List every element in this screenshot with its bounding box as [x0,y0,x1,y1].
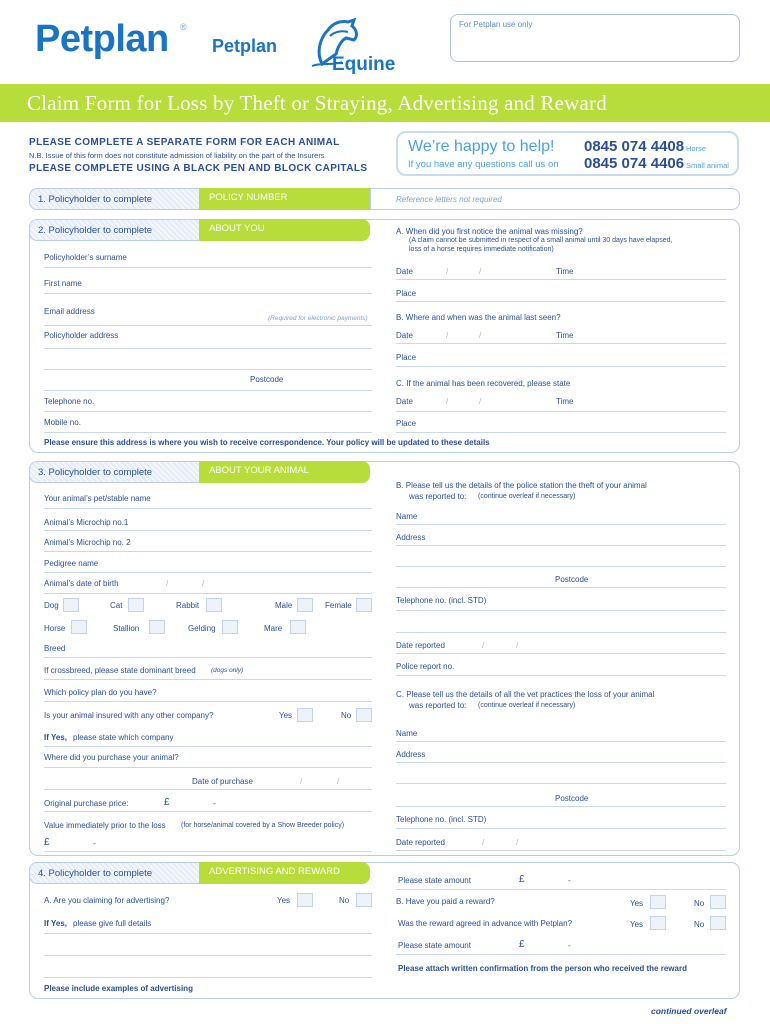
registered-mark: ® [180,22,187,32]
office-use-box: For Petplan use only [450,14,740,62]
horse-checkbox[interactable] [71,620,87,634]
dog-checkbox[interactable] [63,598,79,612]
recovered-date-time-field[interactable] [396,411,726,412]
continued-overleaf: continued overleaf [651,1006,727,1016]
vet-postcode-field[interactable] [396,806,726,807]
value-prior-field[interactable] [44,851,372,852]
microchip1-field[interactable] [44,530,372,531]
police-date-reported-field[interactable] [396,653,726,654]
police-name-field[interactable] [396,524,726,525]
horse-phone[interactable]: 0845 074 4408 [584,138,685,155]
petplan-equine-logo: Petplan Equine [212,14,402,74]
section1-policy-number: POLICY NUMBER [199,188,370,210]
last-seen-date-time-field[interactable] [396,343,726,344]
form-title: Claim Form for Loss by Theft or Straying, Advertising and Reward [0,84,770,122]
mare-checkbox[interactable] [290,620,306,634]
dob-field[interactable] [44,593,372,594]
last-seen-place-field[interactable] [396,366,726,367]
address-field-2[interactable] [44,369,372,370]
reward-no-checkbox[interactable] [710,895,726,909]
advertising-no-checkbox[interactable] [356,893,372,907]
vet-address-field-1[interactable] [396,762,726,763]
advertising-yes-checkbox[interactable] [297,893,313,907]
police-address-field-2[interactable] [396,566,726,567]
advertising-amount-field[interactable] [396,889,726,890]
purchase-date-field[interactable] [44,789,372,790]
address-notice: Please ensure this address is where you wish to receive correspondence. Your policy will be updated to these details [44,438,490,447]
advertising-details-field-1[interactable] [44,933,372,934]
address-field-1[interactable] [44,348,372,349]
microchip2-field[interactable] [44,551,372,552]
missing-place-field[interactable] [396,301,726,302]
vet-address-field-2[interactable] [396,783,726,784]
policy-plan-field[interactable] [44,701,372,702]
other-insurer-yes-checkbox[interactable] [297,708,313,722]
female-checkbox[interactable] [356,598,372,612]
horse-head-icon [302,16,362,71]
postcode-field[interactable] [44,390,372,391]
rabbit-checkbox[interactable] [206,598,222,612]
surname-field[interactable] [44,267,372,268]
telephone-field[interactable] [44,411,372,412]
breed-field[interactable] [44,657,372,658]
section1-label: 1. Policyholder to complete [29,188,200,210]
vet-date-reported-field[interactable] [396,850,726,851]
gelding-checkbox[interactable] [222,620,238,634]
help-box: We’re happy to help! 0845 074 4408 Horse If you have any questions call us on 0845 074 4406 Small animal [396,131,739,176]
small-animal-phone[interactable]: 0845 074 4406 [584,155,685,172]
police-address-field-1[interactable] [396,545,726,546]
section2-about-you: ABOUT YOU [199,219,370,241]
police-extra-field[interactable] [396,632,726,633]
police-postcode-field[interactable] [396,587,726,588]
section3-panel [29,461,740,856]
section2-panel [29,219,740,453]
instruction-block-capitals: PLEASE COMPLETE USING A BLACK PEN AND BLOCK CAPITALS [29,163,368,174]
crossbreed-field[interactable] [44,679,372,680]
other-company-field[interactable] [44,746,372,747]
section2-label: 2. Policyholder to complete [29,219,200,241]
reward-confirmation-note: Please attach written confirmation from the person who received the reward [398,964,687,973]
missing-date-time-field[interactable] [396,279,726,280]
other-insurer-no-checkbox[interactable] [356,708,372,722]
section3-about-animal: ABOUT YOUR ANIMAL [199,461,370,483]
email-field[interactable] [44,325,372,326]
reward-agreed-no-checkbox[interactable] [710,916,726,930]
mobile-field[interactable] [44,432,372,433]
police-telephone-field[interactable] [396,610,726,611]
section4-advertising: ADVERTISING AND REWARD [199,862,370,884]
recovered-place-field[interactable] [396,432,726,433]
pet-name-field[interactable] [44,508,372,509]
first-name-field[interactable] [44,293,372,294]
instruction-nb: N.B. Issue of this form does not constitute admission of liability on the part of the Insurers [29,151,325,160]
reward-agreed-yes-checkbox[interactable] [650,916,666,930]
petplan-logo: Petplan [35,18,169,60]
police-report-number-field[interactable] [396,675,726,676]
section3-label: 3. Policyholder to complete [29,461,200,483]
vet-name-field[interactable] [396,741,726,742]
vet-telephone-field[interactable] [396,828,726,829]
reward-yes-checkbox[interactable] [650,895,666,909]
stallion-checkbox[interactable] [149,620,165,634]
purchase-place-field[interactable] [44,767,372,768]
advertising-details-field-2[interactable] [44,955,372,956]
pedigree-field[interactable] [44,572,372,573]
policy-number-field[interactable]: Reference letters not required [370,188,740,210]
instruction-separate-form: PLEASE COMPLETE A SEPARATE FORM FOR EACH ANIMAL [29,137,340,148]
reward-amount-field[interactable] [396,954,726,955]
advertising-details-field-3[interactable] [44,977,372,978]
cat-checkbox[interactable] [128,598,144,612]
section4-label: 4. Policyholder to complete [29,862,200,884]
purchase-price-field[interactable] [44,811,372,812]
male-checkbox[interactable] [297,598,313,612]
